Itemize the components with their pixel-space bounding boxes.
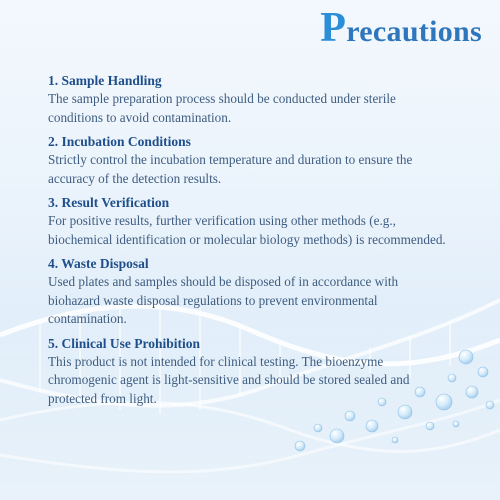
section-heading: 5. Clinical Use Prohibition: [48, 335, 201, 351]
title-initial: P: [320, 5, 347, 51]
section-body: This product is not intended for clinical testing. The bioenzyme chromogenic agent is light-sensitive and should be stored sealed and protected from light.: [48, 353, 410, 406]
section-heading: 1. Sample Handling: [48, 73, 162, 88]
section-result-verification: [48, 194, 448, 249]
section-heading: 3. Result Verification: [48, 195, 170, 210]
section-body: For positive results, further verification using other methods (e.g., biochemical identification or molecular biology methods) is recommended.: [48, 213, 446, 247]
precautions-list: [48, 72, 448, 414]
section-clinical-use-prohibition: [48, 335, 448, 409]
section-heading: 4. Waste Disposal: [48, 256, 149, 271]
section-body: The sample preparation process should be conducted under sterile conditions to avoid contamination.: [48, 91, 396, 125]
page-title: [320, 5, 482, 52]
section-sample-handling: [48, 72, 448, 127]
section-body: Used plates and samples should be disposed of in accordance with biohazard waste disposal regulations to prevent environmental contamination.: [48, 274, 399, 326]
section-heading: 2. Incubation Conditions: [48, 134, 191, 149]
title-rest: recautions: [346, 15, 482, 48]
section-incubation-conditions: [48, 133, 448, 188]
section-body: Strictly control the incubation temperature and duration to ensure the accuracy of the detection results.: [48, 152, 413, 186]
section-waste-disposal: [48, 255, 448, 329]
